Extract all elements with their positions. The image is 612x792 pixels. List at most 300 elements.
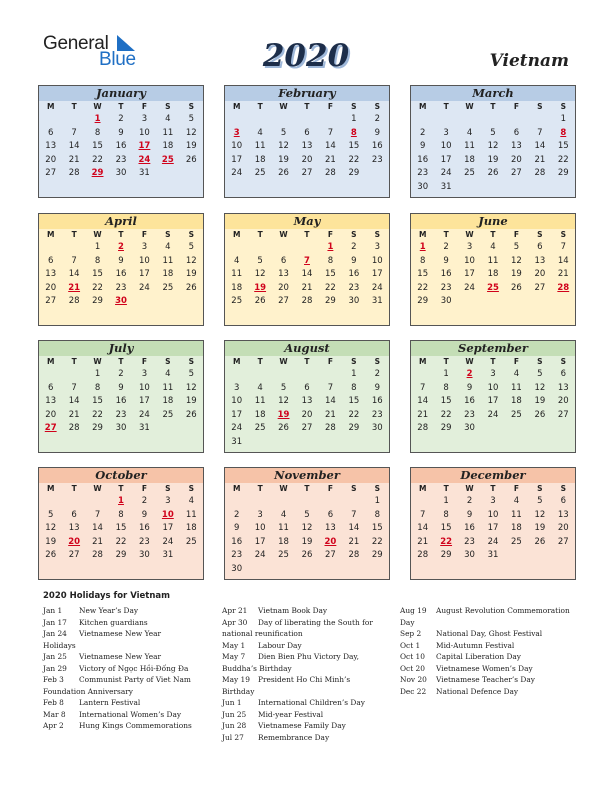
day-cell: 20 xyxy=(301,409,313,420)
holiday-name: National Day, Ghost Festival xyxy=(436,629,543,638)
day-cell: 7 xyxy=(537,127,543,138)
day-cell: 27 xyxy=(278,296,289,307)
weekday-header: M xyxy=(232,102,241,111)
day-cell: 4 xyxy=(165,114,171,124)
holiday-day: 20 xyxy=(324,536,337,547)
day-cell: 29 xyxy=(348,423,360,434)
weekday-header: T xyxy=(71,357,77,366)
weekday-header: T xyxy=(443,102,449,111)
month-days-grid xyxy=(225,483,389,577)
holiday-date: Jun 1 xyxy=(222,698,242,707)
day-cell: 22 xyxy=(92,282,103,293)
day-cell: 2 xyxy=(466,496,473,506)
day-cell: 26 xyxy=(185,282,197,293)
day-cell: 30 xyxy=(139,550,150,561)
day-cell: 28 xyxy=(68,168,80,179)
holiday-name: Vietnamese New Year xyxy=(79,652,162,661)
empty-cell xyxy=(62,113,85,127)
holiday-entry xyxy=(222,720,382,732)
day-cell: 29 xyxy=(115,550,127,561)
day-cell: 19 xyxy=(487,154,499,165)
day-cell: 24 xyxy=(231,423,243,434)
day-cell: 19 xyxy=(534,523,546,534)
weekday-header: S xyxy=(188,230,194,239)
day-cell: 26 xyxy=(487,168,499,179)
day-cell: 20 xyxy=(45,154,57,165)
holiday-date: Sep 2 xyxy=(400,629,422,638)
weekday-header: S xyxy=(560,484,566,493)
weekday-header: F xyxy=(513,357,519,366)
day-cell: 15 xyxy=(557,141,569,152)
day-cell: 25 xyxy=(511,409,522,420)
empty-cell xyxy=(411,368,434,382)
weekday-header: W xyxy=(465,102,474,111)
day-cell: 2 xyxy=(374,114,380,124)
day-cell: 19 xyxy=(534,396,546,407)
day-cell: 4 xyxy=(490,242,496,252)
day-cell: 23 xyxy=(464,409,475,420)
holiday-date: Jan 29 xyxy=(43,663,67,673)
month-title: January xyxy=(39,86,203,101)
weekday-header: T xyxy=(118,357,124,366)
day-cell: 14 xyxy=(68,396,80,407)
day-cell: 6 xyxy=(48,382,54,393)
day-cell: 29 xyxy=(325,296,336,307)
day-cell: 8 xyxy=(94,382,101,393)
holiday-day: 10 xyxy=(161,509,174,520)
logo-blue-text: Blue xyxy=(99,49,136,70)
day-cell: 7 xyxy=(351,509,357,520)
day-cell: 26 xyxy=(185,154,197,165)
day-cell: 10 xyxy=(487,382,499,393)
day-cell: 28 xyxy=(68,423,80,434)
holiday-entry xyxy=(222,651,382,674)
empty-cell xyxy=(411,495,434,509)
day-cell: 13 xyxy=(45,396,57,407)
day-cell: 21 xyxy=(92,536,103,547)
weekday-header: S xyxy=(374,102,380,111)
day-cell: 1 xyxy=(374,496,380,506)
weekday-header: S xyxy=(560,357,566,366)
day-cell: 27 xyxy=(45,296,57,307)
weekday-header: W xyxy=(465,484,474,493)
empty-cell xyxy=(248,113,271,127)
empty-cell xyxy=(319,113,342,127)
empty-cell xyxy=(505,113,528,127)
weekday-header: W xyxy=(465,230,474,239)
day-cell: 18 xyxy=(254,154,266,165)
weekday-header: M xyxy=(46,230,55,239)
weekday-header: F xyxy=(141,230,147,239)
holiday-date: Jul 27 xyxy=(222,732,244,742)
day-cell: 16 xyxy=(371,396,383,407)
day-cell: 27 xyxy=(301,168,313,179)
day-cell: 11 xyxy=(185,509,197,520)
holiday-day: 8 xyxy=(350,127,357,138)
holiday-name: Hung Kings Commemorations xyxy=(79,721,192,730)
empty-cell xyxy=(62,241,85,255)
holiday-date: Nov 20 xyxy=(400,675,427,684)
day-cell: 21 xyxy=(348,536,360,547)
day-cell: 11 xyxy=(231,269,243,280)
holiday-name: President Ho Chi Minh’s Birthday xyxy=(222,675,351,696)
weekday-header: T xyxy=(304,357,310,366)
day-cell: 28 xyxy=(325,168,336,179)
day-cell: 31 xyxy=(139,168,150,179)
day-cell: 21 xyxy=(557,269,569,280)
holiday-day: 8 xyxy=(560,127,567,138)
day-cell: 12 xyxy=(301,523,313,534)
month-days-grid xyxy=(39,356,203,436)
day-cell: 3 xyxy=(443,127,449,138)
day-cell: 5 xyxy=(280,382,287,393)
empty-cell xyxy=(225,495,248,509)
day-cell: 3 xyxy=(165,496,171,506)
empty-cell xyxy=(248,495,271,509)
day-cell: 14 xyxy=(92,523,103,534)
weekday-header: W xyxy=(279,484,288,493)
day-cell: 22 xyxy=(417,282,429,293)
day-cell: 9 xyxy=(374,382,380,393)
holiday-name: Dien Bien Phu Victory Day, Buddha’s Birthday xyxy=(222,652,359,673)
holiday-day: 3 xyxy=(233,127,240,138)
day-cell: 9 xyxy=(443,255,449,266)
day-cell: 26 xyxy=(278,168,289,179)
day-cell: 5 xyxy=(188,369,194,379)
holiday-column xyxy=(222,605,382,743)
day-cell: 17 xyxy=(231,154,243,165)
day-cell: 10 xyxy=(464,255,475,266)
day-cell: 13 xyxy=(557,509,569,520)
day-cell: 10 xyxy=(231,396,243,407)
empty-cell xyxy=(39,368,62,382)
day-cell: 4 xyxy=(257,382,263,393)
day-cell: 5 xyxy=(48,509,54,520)
holiday-day: 24 xyxy=(138,154,151,165)
holiday-entry xyxy=(43,663,193,675)
day-cell: 17 xyxy=(162,523,174,534)
weekday-header: S xyxy=(165,357,171,366)
day-cell: 14 xyxy=(557,255,569,266)
day-cell: 17 xyxy=(231,409,243,420)
day-cell: 21 xyxy=(325,154,336,165)
holiday-entry xyxy=(222,674,382,697)
holiday-name: Capital Liberation Day xyxy=(436,652,521,661)
holiday-entry xyxy=(400,663,570,675)
day-cell: 18 xyxy=(464,154,475,165)
year-title: 2020 xyxy=(262,38,350,74)
day-cell: 19 xyxy=(185,396,197,407)
day-cell: 29 xyxy=(440,550,452,561)
weekday-header: T xyxy=(257,230,263,239)
day-cell: 22 xyxy=(92,409,103,420)
holiday-name: Vietnam Book Day xyxy=(258,606,328,615)
weekday-header: S xyxy=(374,357,380,366)
day-cell: 12 xyxy=(278,396,289,407)
day-cell: 6 xyxy=(537,242,543,252)
month-october xyxy=(38,467,204,580)
weekday-header: T xyxy=(257,357,263,366)
day-cell: 4 xyxy=(165,242,171,252)
month-title: July xyxy=(39,341,203,356)
empty-cell xyxy=(295,113,318,127)
day-cell: 13 xyxy=(68,523,80,534)
holiday-name: International Children’s Day xyxy=(258,698,365,707)
day-cell: 5 xyxy=(537,369,543,379)
holiday-entry xyxy=(400,651,570,663)
month-title: December xyxy=(411,468,575,483)
weekday-header: S xyxy=(560,230,566,239)
day-cell: 6 xyxy=(48,127,54,138)
day-cell: 30 xyxy=(231,563,243,574)
day-cell: 30 xyxy=(115,423,127,434)
day-cell: 21 xyxy=(68,154,80,165)
day-cell: 16 xyxy=(464,523,475,534)
day-cell: 23 xyxy=(417,168,429,179)
holiday-column xyxy=(43,605,193,732)
day-cell: 19 xyxy=(185,269,197,280)
day-cell: 3 xyxy=(234,382,240,393)
month-august xyxy=(224,340,390,453)
day-cell: 12 xyxy=(185,127,197,138)
day-cell: 15 xyxy=(440,396,452,407)
day-cell: 23 xyxy=(115,154,127,165)
weekday-header: T xyxy=(304,484,310,493)
weekday-header: M xyxy=(46,484,55,493)
day-cell: 7 xyxy=(71,382,77,393)
day-cell: 30 xyxy=(417,181,429,192)
day-cell: 29 xyxy=(92,423,103,434)
holiday-day: 19 xyxy=(254,282,267,293)
weekday-header: S xyxy=(374,230,380,239)
day-cell: 23 xyxy=(231,550,243,561)
day-cell: 7 xyxy=(560,242,566,252)
holiday-name: Labour Day xyxy=(258,640,302,650)
weekday-header: W xyxy=(279,230,288,239)
empty-cell xyxy=(39,241,62,255)
month-title: September xyxy=(411,341,575,356)
day-cell: 4 xyxy=(165,369,171,379)
day-cell: 13 xyxy=(534,255,546,266)
day-cell: 9 xyxy=(141,509,148,520)
day-cell: 18 xyxy=(278,536,289,547)
day-cell: 20 xyxy=(278,282,289,293)
day-cell: 17 xyxy=(139,396,150,407)
day-cell: 16 xyxy=(115,141,127,152)
holiday-day: 2 xyxy=(118,242,124,252)
day-cell: 30 xyxy=(371,423,383,434)
day-cell: 1 xyxy=(94,242,101,252)
day-cell: 15 xyxy=(440,523,452,534)
day-cell: 8 xyxy=(443,382,449,393)
month-days-grid xyxy=(411,483,575,563)
weekday-header: T xyxy=(71,484,77,493)
weekday-header: M xyxy=(46,357,55,366)
holiday-entry xyxy=(43,605,193,617)
month-days-grid xyxy=(39,483,203,563)
holiday-date: Feb 3 xyxy=(43,675,64,684)
holiday-date: Aug 19 xyxy=(400,606,427,615)
day-cell: 15 xyxy=(348,396,360,407)
holiday-entry xyxy=(400,686,570,698)
day-cell: 23 xyxy=(440,282,452,293)
holiday-day: 17 xyxy=(138,141,151,152)
weekday-header: S xyxy=(351,357,357,366)
month-days-grid xyxy=(225,356,389,450)
holiday-day: 1 xyxy=(419,242,426,252)
empty-cell xyxy=(225,113,248,127)
day-cell: 9 xyxy=(466,509,473,520)
holiday-name: National Defence Day xyxy=(436,686,519,696)
day-cell: 17 xyxy=(440,154,452,165)
day-cell: 20 xyxy=(45,282,57,293)
holiday-day: 1 xyxy=(94,114,101,124)
holiday-name: Vietnamese Teacher’s Day xyxy=(436,675,535,684)
day-cell: 6 xyxy=(560,496,566,506)
weekday-header: T xyxy=(304,102,310,111)
day-cell: 9 xyxy=(466,382,473,393)
day-cell: 8 xyxy=(94,127,101,138)
day-cell: 10 xyxy=(231,141,243,152)
day-cell: 22 xyxy=(92,154,103,165)
holiday-date: Oct 1 xyxy=(400,640,421,650)
day-cell: 15 xyxy=(348,141,360,152)
day-cell: 3 xyxy=(490,369,496,379)
day-cell: 4 xyxy=(280,509,287,520)
holiday-date: May 19 xyxy=(222,675,250,684)
month-days-grid xyxy=(411,229,575,309)
day-cell: 1 xyxy=(560,114,566,124)
day-cell: 24 xyxy=(371,282,383,293)
month-september xyxy=(410,340,576,453)
day-cell: 6 xyxy=(71,509,77,520)
empty-cell xyxy=(295,495,318,509)
day-cell: 18 xyxy=(511,523,522,534)
day-cell: 29 xyxy=(348,168,360,179)
day-cell: 24 xyxy=(139,409,150,420)
day-cell: 11 xyxy=(254,396,266,407)
day-cell: 31 xyxy=(371,296,383,307)
holiday-date: Apr 30 xyxy=(222,617,248,627)
day-cell: 29 xyxy=(92,296,103,307)
month-december xyxy=(410,467,576,580)
day-cell: 15 xyxy=(371,523,383,534)
day-cell: 10 xyxy=(139,382,150,393)
weekday-header: S xyxy=(165,230,171,239)
weekday-header: F xyxy=(513,102,519,111)
day-cell: 16 xyxy=(417,154,429,165)
weekday-header: S xyxy=(374,484,380,493)
day-cell: 5 xyxy=(304,509,310,520)
holiday-entry xyxy=(222,640,382,652)
day-cell: 11 xyxy=(162,127,174,138)
weekday-header: T xyxy=(490,357,496,366)
day-cell: 13 xyxy=(511,141,522,152)
day-cell: 13 xyxy=(45,269,57,280)
weekday-header: S xyxy=(537,484,543,493)
holiday-day: 28 xyxy=(557,282,570,293)
day-cell: 6 xyxy=(304,127,310,138)
day-cell: 7 xyxy=(420,509,426,520)
day-cell: 31 xyxy=(440,181,452,192)
weekday-header: S xyxy=(188,484,194,493)
weekday-header: T xyxy=(443,230,449,239)
day-cell: 8 xyxy=(327,255,334,266)
day-cell: 29 xyxy=(440,423,452,434)
day-cell: 26 xyxy=(534,536,546,547)
month-title: February xyxy=(225,86,389,101)
holiday-entry xyxy=(43,709,193,721)
holiday-day: 19 xyxy=(277,409,290,420)
weekday-header: F xyxy=(513,230,519,239)
day-cell: 25 xyxy=(185,536,197,547)
day-cell: 11 xyxy=(278,523,289,534)
day-cell: 9 xyxy=(118,255,124,266)
day-cell: 12 xyxy=(254,269,266,280)
month-title: November xyxy=(225,468,389,483)
weekday-header: F xyxy=(327,484,333,493)
day-cell: 17 xyxy=(371,269,383,280)
holiday-date: Jun 25 xyxy=(222,709,247,719)
day-cell: 14 xyxy=(68,269,80,280)
day-cell: 14 xyxy=(301,269,313,280)
day-cell: 4 xyxy=(513,496,520,506)
day-cell: 30 xyxy=(348,296,360,307)
day-cell: 10 xyxy=(139,127,150,138)
day-cell: 25 xyxy=(162,282,174,293)
day-cell: 14 xyxy=(417,396,429,407)
holiday-entry xyxy=(400,605,570,628)
logo-general-text: General xyxy=(43,33,109,54)
day-cell: 14 xyxy=(325,141,336,152)
holiday-entry xyxy=(43,651,193,663)
day-cell: 8 xyxy=(351,382,357,393)
day-cell: 27 xyxy=(534,282,546,293)
empty-cell xyxy=(39,113,62,127)
holidays-title: 2020 Holidays for Vietnam xyxy=(43,591,171,601)
holiday-entry xyxy=(43,628,193,651)
holiday-date: Feb 8 xyxy=(43,698,64,707)
holiday-date: Mar 8 xyxy=(43,709,66,719)
weekday-header: S xyxy=(165,102,171,111)
day-cell: 19 xyxy=(185,141,197,152)
holiday-name: August Revolution Commemoration Day xyxy=(400,606,570,627)
day-cell: 10 xyxy=(139,255,150,266)
day-cell: 24 xyxy=(231,168,243,179)
day-cell: 15 xyxy=(92,396,103,407)
holiday-day: 7 xyxy=(304,255,310,266)
holiday-day: 30 xyxy=(115,296,127,307)
day-cell: 20 xyxy=(511,154,522,165)
day-cell: 26 xyxy=(534,409,546,420)
holiday-day: 25 xyxy=(487,282,499,293)
day-cell: 2 xyxy=(118,114,124,124)
holiday-entry xyxy=(400,640,570,652)
day-cell: 21 xyxy=(325,409,336,420)
day-cell: 24 xyxy=(464,282,475,293)
month-february xyxy=(224,85,390,198)
day-cell: 18 xyxy=(511,396,522,407)
day-cell: 28 xyxy=(348,550,360,561)
day-cell: 1 xyxy=(351,114,357,124)
day-cell: 8 xyxy=(94,255,101,266)
day-cell: 7 xyxy=(94,509,101,520)
holiday-entry xyxy=(43,720,193,732)
day-cell: 26 xyxy=(254,296,266,307)
day-cell: 26 xyxy=(45,550,57,561)
day-cell: 10 xyxy=(487,509,499,520)
holiday-entry xyxy=(222,732,382,744)
